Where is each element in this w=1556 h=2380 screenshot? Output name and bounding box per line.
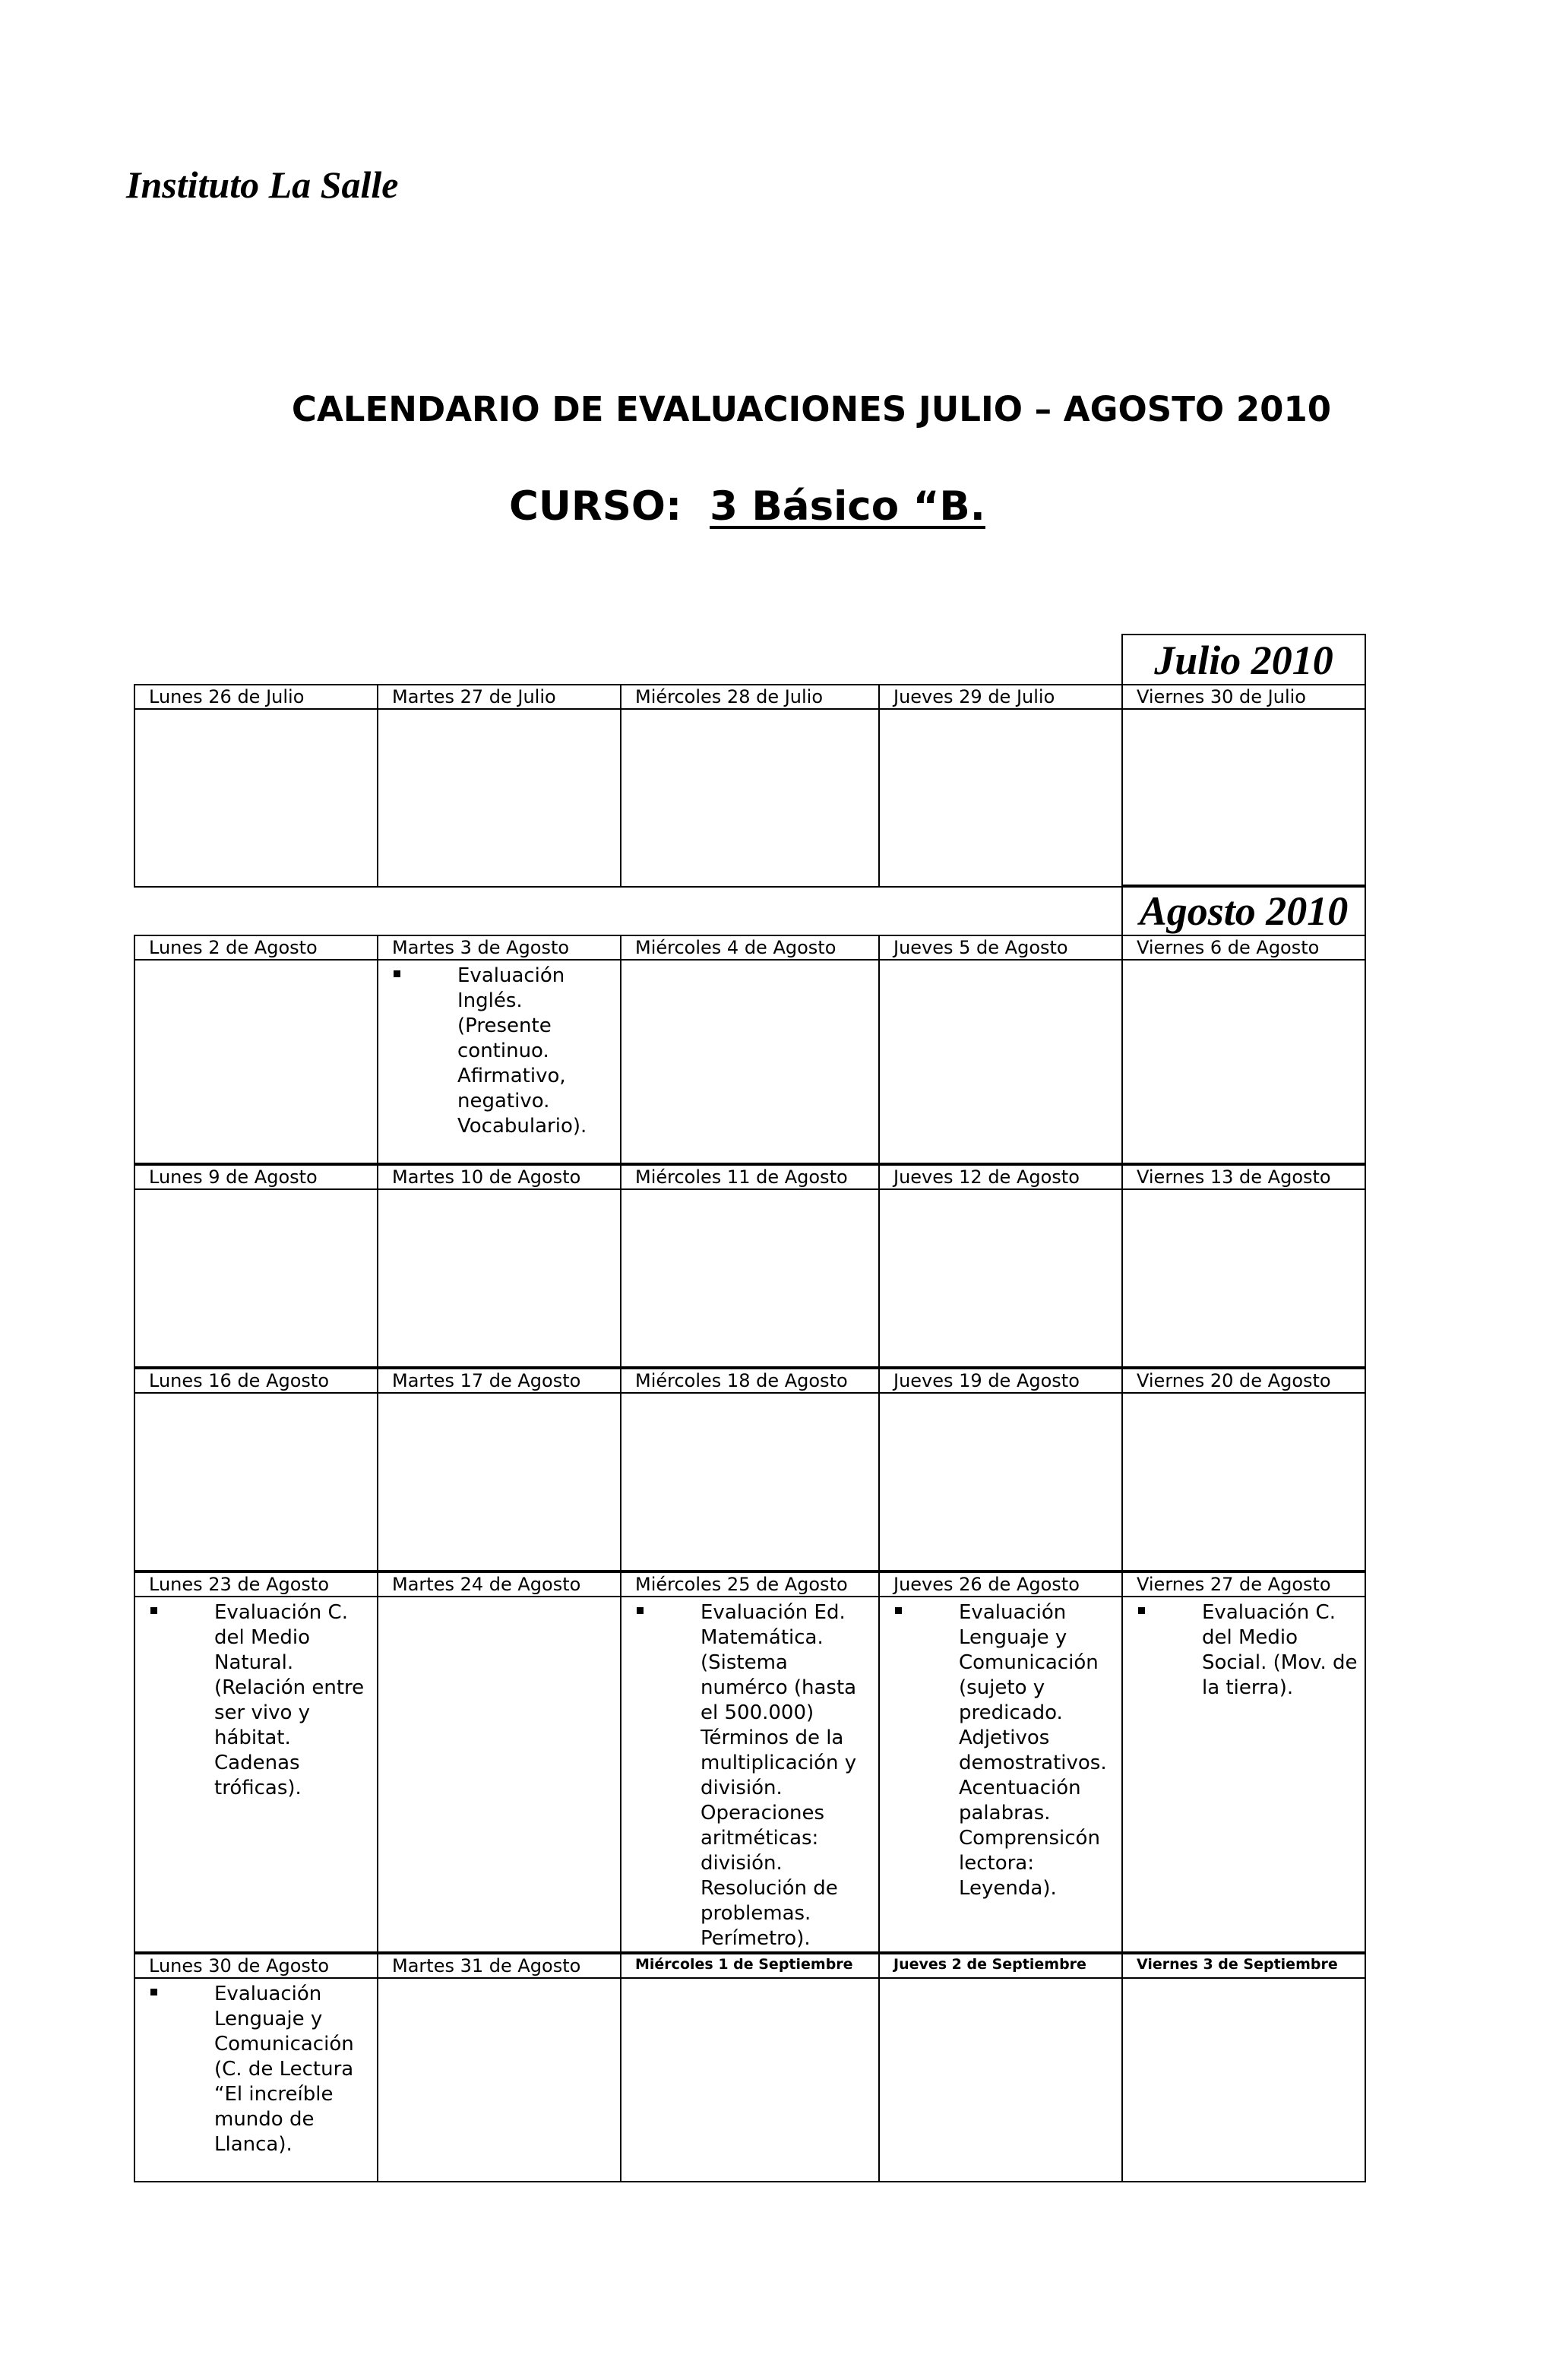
day-header: Jueves 12 de Agosto bbox=[880, 1166, 1123, 1188]
day-header: Martes 3 de Agosto bbox=[378, 936, 621, 959]
entry-text: Evaluación Lenguaje y Comunicación (C. de Lectura “El increíble mundo de Llanca). bbox=[214, 1983, 354, 2156]
entry-text: Evaluación Inglés. (Presente continuo. Afirmativo, negativo. Vocabulario). bbox=[457, 964, 587, 1138]
day-header: Miércoles 4 de Agosto bbox=[621, 936, 880, 959]
day-cell bbox=[880, 1190, 1123, 1366]
day-header: Viernes 13 de Agosto bbox=[1123, 1166, 1366, 1188]
day-header: Miércoles 11 de Agosto bbox=[621, 1166, 880, 1188]
day-cell bbox=[135, 710, 378, 886]
day-header: Lunes 16 de Agosto bbox=[135, 1369, 378, 1392]
week-content-row bbox=[135, 1190, 1366, 1368]
bullet-icon bbox=[895, 1607, 902, 1614]
day-header: Lunes 30 de Agosto bbox=[135, 1954, 378, 1977]
day-cell bbox=[378, 1394, 621, 1570]
day-header: Viernes 27 de Agosto bbox=[1123, 1573, 1366, 1596]
day-cell bbox=[378, 1190, 621, 1366]
week-content-row bbox=[135, 1979, 1366, 2182]
day-header: Jueves 29 de Julio bbox=[880, 685, 1123, 708]
evaluation-entry-lectura bbox=[135, 1979, 378, 2181]
bullet-icon bbox=[394, 970, 400, 977]
course-label: CURSO: bbox=[509, 483, 682, 530]
course-heading bbox=[509, 483, 985, 530]
entry-text: Evaluación C. del Medio Natural. (Relación entre ser vivo y hábitat. Cadenas tróficas). bbox=[214, 1601, 365, 1799]
day-header: Lunes 23 de Agosto bbox=[135, 1573, 378, 1596]
day-header: Viernes 6 de Agosto bbox=[1123, 936, 1366, 959]
week-header-row bbox=[135, 1571, 1366, 1597]
day-cell bbox=[880, 710, 1123, 886]
institute-name: Instituto La Salle bbox=[126, 163, 399, 206]
day-cell bbox=[1123, 1394, 1366, 1570]
week-header-row bbox=[135, 1953, 1366, 1979]
day-header: Martes 10 de Agosto bbox=[378, 1166, 621, 1188]
bullet-icon bbox=[637, 1607, 644, 1614]
week-content-row bbox=[135, 1597, 1366, 1953]
bullet-icon bbox=[150, 1989, 157, 1995]
day-header: Lunes 26 de Julio bbox=[135, 685, 378, 708]
day-header: Jueves 2 de Septiembre bbox=[880, 1954, 1123, 1977]
day-header: Jueves 19 de Agosto bbox=[880, 1369, 1123, 1392]
day-cell bbox=[880, 1394, 1123, 1570]
evaluation-entry-medio-natural bbox=[135, 1597, 378, 1951]
evaluation-entry-medio-social bbox=[1123, 1597, 1366, 1951]
day-cell bbox=[1123, 961, 1366, 1163]
day-header: Lunes 9 de Agosto bbox=[135, 1166, 378, 1188]
day-cell bbox=[135, 961, 378, 1163]
day-cell bbox=[378, 710, 621, 886]
week-header-row bbox=[135, 1368, 1366, 1394]
day-cell bbox=[621, 1394, 880, 1570]
entry-text: Evaluación Lenguaje y Comunicación (sujeto y predicado. Adjetivos demostrativos. Acentuación palabras. Comprensicón lectora: Leyenda). bbox=[959, 1601, 1107, 1900]
entry-text: Evaluación C. del Medio Social. (Mov. de la tierra). bbox=[1202, 1601, 1358, 1699]
day-header: Martes 17 de Agosto bbox=[378, 1369, 621, 1392]
day-header: Miércoles 28 de Julio bbox=[621, 685, 880, 708]
evaluation-entry-matematica bbox=[621, 1597, 880, 1951]
week-content-row bbox=[135, 1394, 1366, 1571]
day-cell bbox=[1123, 1979, 1366, 2181]
day-cell bbox=[880, 961, 1123, 1163]
day-header: Martes 31 de Agosto bbox=[378, 1954, 621, 1977]
month-title-agosto: Agosto 2010 bbox=[1121, 885, 1366, 936]
day-header: Jueves 5 de Agosto bbox=[880, 936, 1123, 959]
day-header: Viernes 3 de Septiembre bbox=[1123, 1954, 1366, 1977]
entry-text: Evaluación Ed. Matemática. (Sistema numérco (hasta el 500.000) Términos de la multiplicación y división. Operaciones aritméticas: división. Resolución de problemas. Perímetro). bbox=[701, 1601, 857, 1950]
day-header: Jueves 26 de Agosto bbox=[880, 1573, 1123, 1596]
bullet-icon bbox=[1138, 1607, 1145, 1614]
evaluation-entry-ingles bbox=[378, 961, 621, 1163]
bullet-icon bbox=[150, 1607, 157, 1614]
day-cell bbox=[621, 1979, 880, 2181]
day-cell bbox=[378, 1597, 621, 1951]
day-header: Miércoles 1 de Septiembre bbox=[621, 1954, 880, 1977]
calendar-julio bbox=[134, 684, 1366, 888]
day-header: Viernes 20 de Agosto bbox=[1123, 1369, 1366, 1392]
day-cell bbox=[135, 1394, 378, 1570]
day-header: Lunes 2 de Agosto bbox=[135, 936, 378, 959]
day-cell bbox=[135, 1190, 378, 1366]
week-header-row bbox=[135, 1164, 1366, 1190]
day-cell bbox=[1123, 1190, 1366, 1366]
calendar-agosto bbox=[134, 935, 1366, 2182]
day-header: Miércoles 25 de Agosto bbox=[621, 1573, 880, 1596]
day-header: Martes 27 de Julio bbox=[378, 685, 621, 708]
day-cell bbox=[621, 710, 880, 886]
day-cell bbox=[378, 1979, 621, 2181]
evaluation-entry-lenguaje bbox=[880, 1597, 1123, 1951]
day-cell bbox=[1123, 710, 1366, 886]
day-header: Miércoles 18 de Agosto bbox=[621, 1369, 880, 1392]
day-header: Martes 24 de Agosto bbox=[378, 1573, 621, 1596]
week-header-row bbox=[135, 935, 1366, 961]
page-title: CALENDARIO DE EVALUACIONES JULIO – AGOSTO 2010 bbox=[291, 389, 1332, 429]
day-header: Viernes 30 de Julio bbox=[1123, 685, 1366, 708]
day-cell bbox=[621, 961, 880, 1163]
week-content-row bbox=[135, 710, 1366, 888]
day-cell bbox=[621, 1190, 880, 1366]
day-cell bbox=[880, 1979, 1123, 2181]
course-name: 3 Básico “B. bbox=[710, 483, 985, 530]
week-content-row bbox=[135, 961, 1366, 1164]
month-title-julio: Julio 2010 bbox=[1121, 634, 1366, 685]
week-header-row bbox=[135, 684, 1366, 710]
